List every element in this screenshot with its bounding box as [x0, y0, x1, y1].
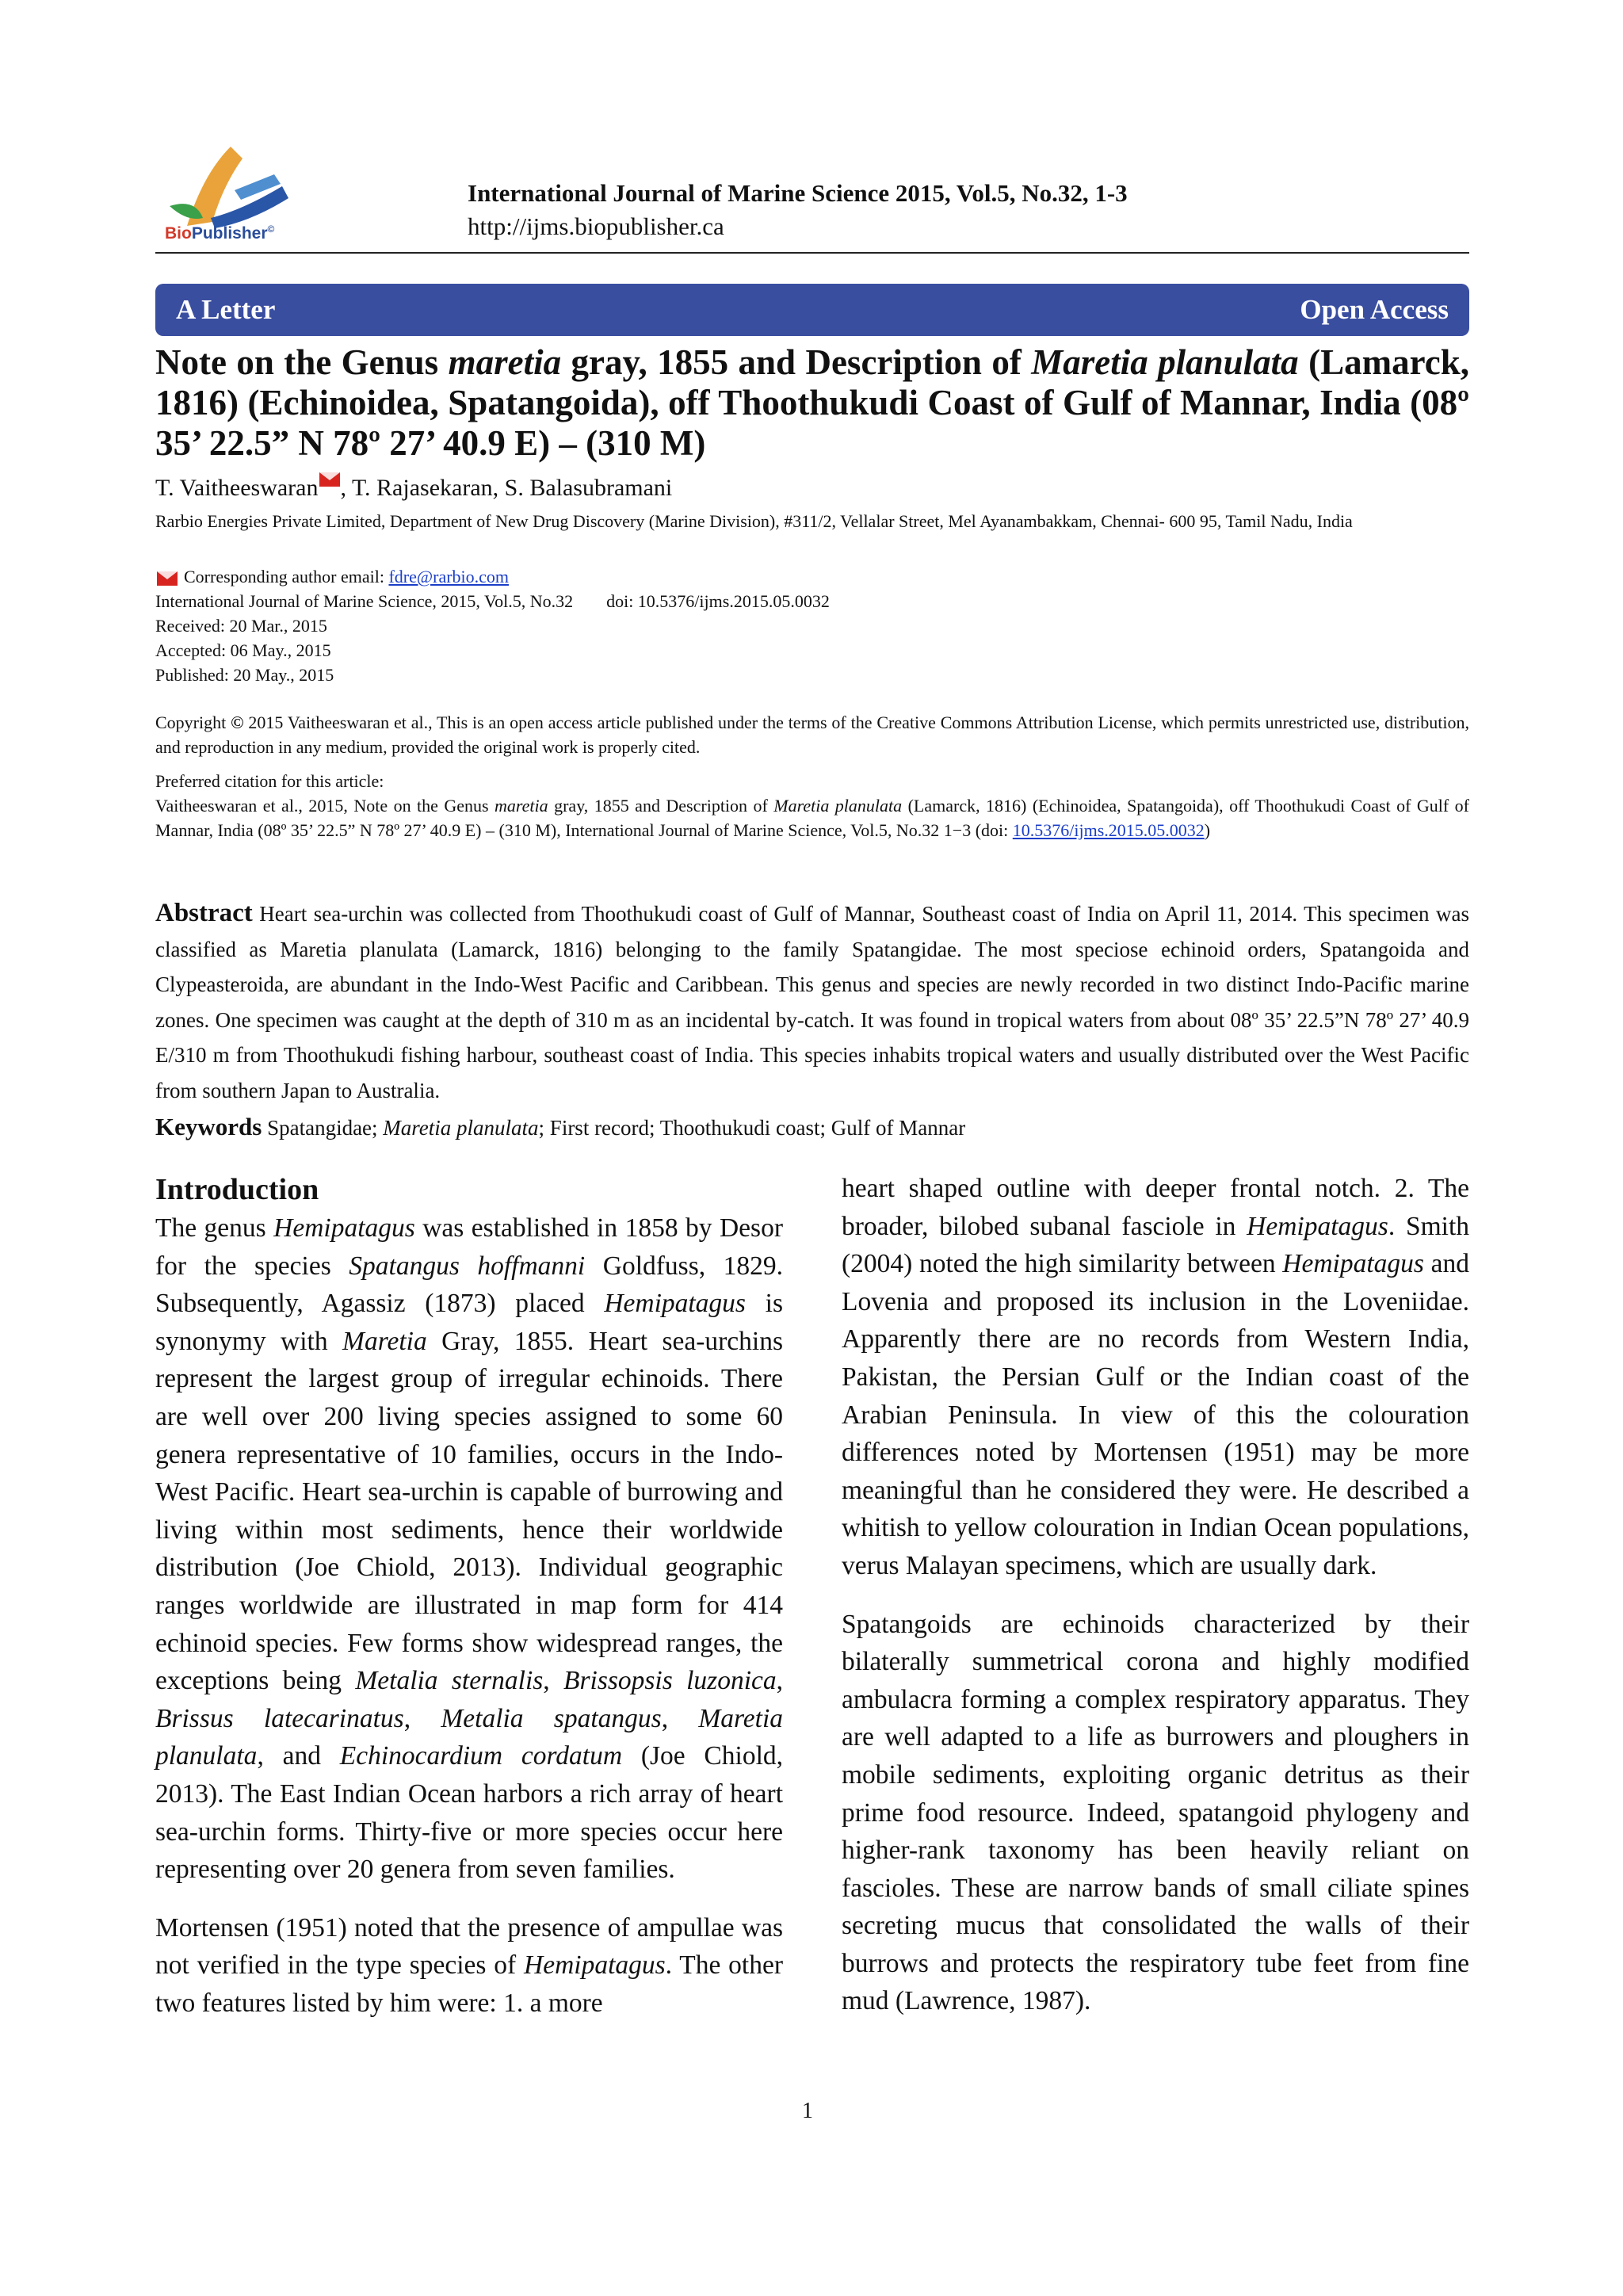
paragraph	[155, 1209, 783, 1889]
journal-reference	[155, 589, 1469, 613]
corresponding-email-link[interactable]: fdre@rarbio.com	[388, 567, 510, 586]
received-date: Received: 20 Mar., 2015	[155, 616, 327, 636]
italic-run: Hemipatagus	[1247, 1211, 1388, 1241]
section-heading-introduction: Introduction	[155, 1173, 319, 1206]
citation-label: Preferred citation for this article:	[155, 771, 384, 791]
copyright-notice	[155, 710, 1469, 759]
text-run: was established in 1858 by Desor for the species	[155, 1213, 783, 1281]
text-run: . The other two features listed by him were: 1. a more	[155, 1950, 783, 2018]
logo-publisher: Publisher	[191, 224, 268, 243]
text-run: Mortensen (1951) noted that the presence of ampullae was not verified in the type species of	[155, 1912, 783, 1981]
citation-italic: Maretia planulata	[773, 796, 903, 816]
italic-run: Hemipatagus	[273, 1213, 415, 1243]
article-title	[155, 342, 1469, 464]
logo-mark: ©	[267, 223, 275, 235]
italic-run: Metalia sternalis	[355, 1666, 544, 1696]
italic-run: Brissus latecarinatus	[155, 1703, 404, 1733]
title-italic: Maretia planulata	[1031, 342, 1299, 382]
author-rest: , T. Rajasekaran, S. Balasubramani	[340, 475, 673, 501]
citation-part: )	[1204, 820, 1211, 840]
published-date: Published: 20 May., 2015	[155, 665, 334, 685]
italic-run: Spatangus hoffmanni	[349, 1251, 586, 1281]
abstract	[155, 896, 1469, 1108]
keywords-part: Spatangidae;	[262, 1116, 384, 1140]
paragraph: Spatangoids are echinoids characterized by their bilaterally summetrical corona and highly modified ambulacra forming a complex respiratory apparatus. They are well adapted to a life as burrowers and ploughers in mobile sediments, exploiting organic detritus as their prime food resource. Indeed, spatangoid phylogeny and higher-rank taxonomy has been heavily reliant on fascioles. These are narrow bands of small ciliate spines secreting mucus that consolidated the walls of their burrows and protects the respiratory tube feet from fine mud (Lawrence, 1987).	[842, 1609, 1469, 2016]
keywords-label: Keywords	[155, 1113, 262, 1140]
keywords-italic: Maretia planulata	[383, 1116, 539, 1140]
author-first: T. Vaitheeswaran	[155, 475, 319, 501]
article-type-banner	[155, 284, 1469, 336]
article-type-label: A Letter	[176, 294, 276, 325]
body-column-left	[155, 1170, 783, 2042]
text-run: heart shaped outline with deeper frontal notch. 2. The broader, bilobed subanal fasciole in	[842, 1174, 1469, 1241]
author-list	[155, 472, 672, 502]
citation-part: gray, 1855 and Description of	[548, 796, 774, 816]
italic-run: Metalia spatangus	[441, 1703, 662, 1733]
paragraph	[842, 1170, 1469, 1585]
keywords	[155, 1110, 1469, 1145]
title-part: (Lamarck, 1816) (Echinoidea, Spatangoida), off Thoothukudi Coast of Gulf of Mannar, India (08º 35’ 22.5” N 78º 27’ 40.9 E) – (310 M)	[155, 342, 1469, 463]
text-run: ,	[661, 1703, 699, 1733]
text-run: . Smith (2004) noted the high similarity between	[842, 1211, 1469, 1279]
italic-run: Maretia planulata	[155, 1703, 784, 1771]
text-run: ,	[543, 1666, 564, 1696]
header-divider	[155, 252, 1469, 254]
title-part: gray, 1855 and Description of	[561, 342, 1032, 382]
citation-part: Vaitheeswaran et al., 2015, Note on the Genus	[155, 796, 495, 816]
copyright-label: Copyright	[155, 712, 231, 732]
abstract-label: Abstract	[155, 899, 253, 927]
logo-wordmark	[165, 223, 274, 243]
italic-run: Hemipatagus	[1282, 1249, 1424, 1279]
affiliation: Rarbio Energies Private Limited, Department of New Drug Discovery (Marine Division), #311/2, Vellalar Street, Mel Ayanambakkam, Chennai- 600 95, Tamil Nadu, India	[155, 511, 1353, 531]
preferred-citation	[155, 769, 1469, 842]
title-part: Note on the Genus	[155, 342, 449, 382]
text-run: ,	[776, 1666, 784, 1696]
citation-doi-link[interactable]: 10.5376/ijms.2015.05.0032	[1012, 820, 1205, 840]
italic-run: Echinocardium cordatum	[339, 1741, 623, 1771]
keywords-part: ; First record; Thoothukudi coast; Gulf of Mannar	[538, 1116, 966, 1140]
body-column-right	[842, 1170, 1469, 2041]
page-number: 1	[802, 2099, 813, 2123]
mail-icon	[157, 571, 178, 586]
paragraph	[155, 1909, 783, 2023]
citation-text	[155, 793, 1469, 842]
text-run: The genus	[155, 1213, 274, 1243]
logo-bio: Bio	[165, 224, 192, 243]
citation-italic: maretia	[495, 796, 548, 816]
open-access-label: Open Access	[1300, 294, 1449, 325]
copyright-icon: ©	[231, 712, 244, 732]
mail-icon[interactable]	[319, 472, 340, 487]
corresponding-label: Corresponding author email:	[184, 567, 389, 586]
text-run: is synonymy with	[155, 1289, 783, 1356]
journal-ref-text: International Journal of Marine Science, 2015, Vol.5, No.32	[155, 591, 574, 611]
title-italic: maretia	[448, 342, 562, 382]
doi-text: doi: 10.5376/ijms.2015.05.0032	[606, 591, 830, 611]
text-run: (Joe Chiold, 2013). The East Indian Ocean harbors a rich array of heart sea-urchin forms. Thirty-five or more species occur here representing over 20 genera from seven families.	[155, 1741, 784, 1885]
abstract-text: Heart sea-urchin was collected from Thoothukudi coast of Gulf of Mannar, Southeast coast of India on April 11, 2014. This specimen was classified as Maretia planulata (Lamarck, 1816) belonging to the family Spatangidae. The most speciose echinoid orders, Spatangoida and Clypeasteroida, are abundant in the Indo-West Pacific and Caribbean. This genus and species are newly recorded in two distinct Indo-Pacific marine zones. One specimen was caught at the depth of 310 m as an incidental by-catch. It was found in tropical waters from about 08º 35’ 22.5”N 78º 27’ 40.9 E/310 m from Thoothukudi fishing harbour, southeast coast of India. This species inhabits tropical waters and usually distributed over the West Pacific from southern Japan to Australia.	[155, 902, 1469, 1102]
italic-run: Brissopsis luzonica	[563, 1666, 777, 1696]
text-run: , and	[257, 1741, 340, 1771]
text-run: ,	[403, 1703, 441, 1733]
accepted-date: Accepted: 06 May., 2015	[155, 640, 331, 660]
text-run: Goldfuss, 1829. Subsequently, Agassiz (1873) placed	[155, 1251, 784, 1319]
citation-part: (Lamarck, 1816) (Echinoidea, Spatangoida), off Thoothukudi Coast of Gulf of Mannar, India (08º 35’ 22.5” N 78º 27’ 40.9 E) – (310 M), International Journal of Marine Science, Vol.5, No.32 1−3 (doi:	[155, 796, 1469, 840]
journal-header: International Journal of Marine Science 2015, Vol.5, No.32, 1-3	[468, 179, 1128, 207]
italic-run: Hemipatagus	[604, 1289, 746, 1319]
article-meta	[155, 564, 1469, 687]
text-run: and Lovenia and proposed its inclusion in the Loveniidae. Apparently there are no records from Western India, Pakistan, the Persian Gulf or the Indian coast of the Arabian Peninsula. In view of this the colouration differences noted by Mortensen (1951) may be more meaningful than he considered they were. He described a whitish to yellow colouration in Indian Ocean populations, verus Malayan specimens, which are usually dark.	[842, 1249, 1469, 1580]
copyright-text: 2015 Vaitheeswaran et al., This is an open access article published under the terms of the Creative Commons Attribution License, which permits unrestricted use, distribution, and reproduction in any medium, provided the original work is properly cited.	[155, 712, 1469, 757]
italic-run: Maretia	[342, 1326, 427, 1356]
italic-run: Hemipatagus	[524, 1950, 666, 1981]
journal-url[interactable]: http://ijms.biopublisher.ca	[468, 212, 724, 240]
text-run: Gray, 1855. Heart sea-urchins represent the largest group of irregular echinoids. There are well over 200 living species assigned to some 60 genera representative of 10 families, occurs in the Indo-West Pacific. Heart sea-urchin is capable of burrowing and living within most sediments, hence their worldwide distribution (Joe Chiold, 2013). Individual geographic ranges worldwide are illustrated in map form for 414 echinoid species. Few forms show widespread ranges, the exceptions being	[155, 1326, 783, 1696]
corresponding-author	[155, 564, 1469, 589]
